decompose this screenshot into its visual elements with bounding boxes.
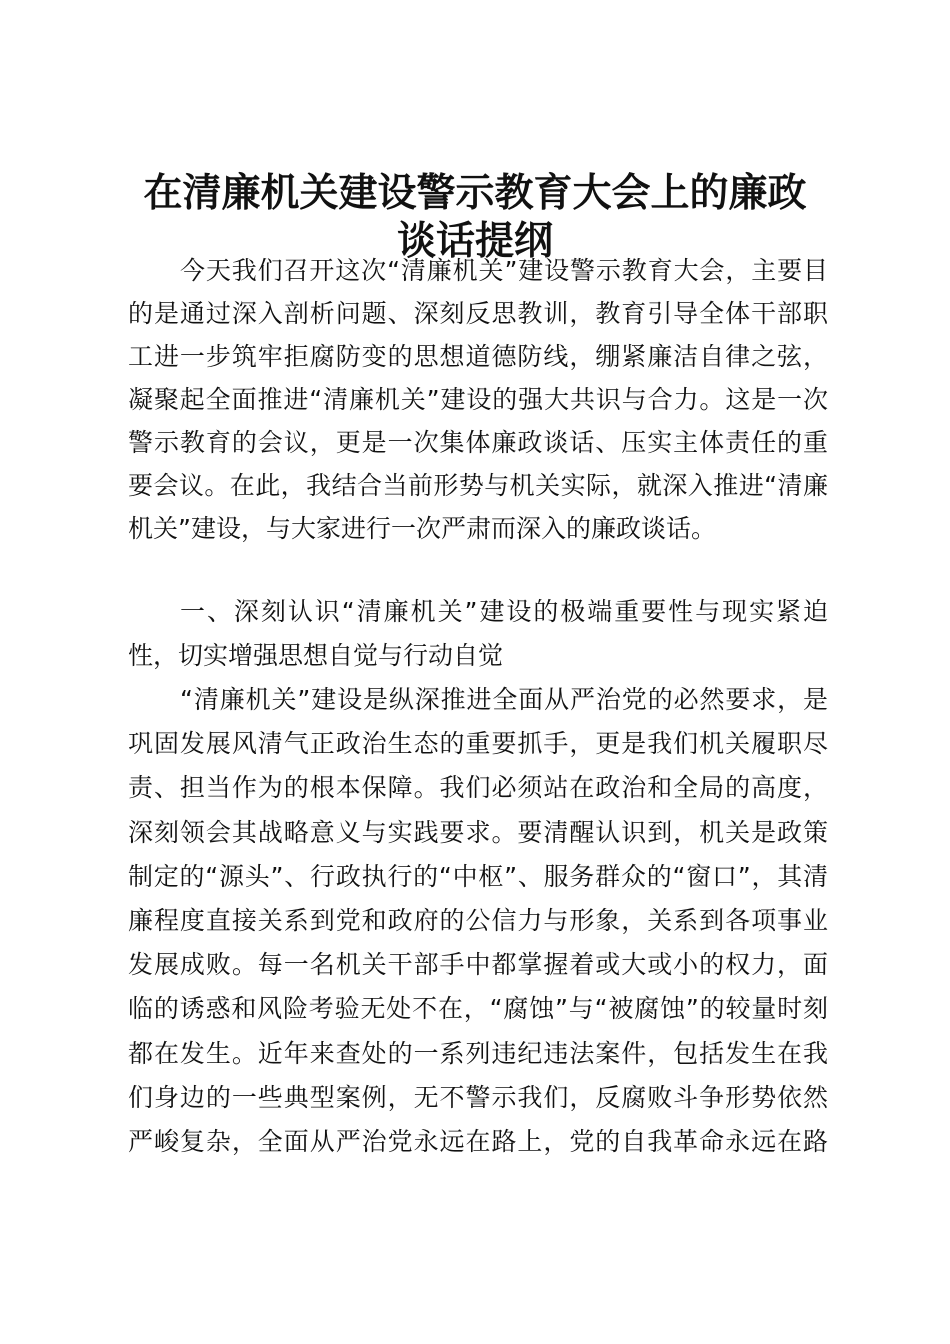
text-line: 工进一步筑牢拒腐防变的思想道德防线，绷紧廉洁自律之弦， bbox=[128, 342, 828, 371]
text-line: “清廉机关”建设是纵深推进全面从严治党的必然要求，是 bbox=[180, 685, 828, 714]
text-line: 责、担当作为的根本保障。我们必须站在政治和全局的高度， bbox=[128, 773, 828, 803]
text-line: 警示教育的会议，更是一次集体廉政谈话、压实主体责任的重 bbox=[128, 428, 828, 457]
heading-line: 性，切实增强思想自觉与行动自觉 bbox=[128, 641, 504, 670]
text-line: 深刻领会其战略意义与实践要求。要清醒认识到，机关是政策 bbox=[128, 817, 828, 847]
text-line: 今天我们召开这次“清廉机关”建设警示教育大会，主要目 bbox=[180, 256, 828, 285]
text-line: 凝聚起全面推进“清廉机关”建设的强大共识与合力。这是一次 bbox=[128, 385, 828, 414]
text-line: 巩固发展风清气正政治生态的重要抓手，更是我们机关履职尽 bbox=[128, 729, 828, 759]
text-line: 制定的“源头”、行政执行的“中枢”、服务群众的“窗口”，其清 bbox=[128, 861, 828, 891]
text-line: 发展成败。每一名机关干部手中都掌握着或大或小的权力，面 bbox=[128, 950, 828, 980]
text-line: 要会议。在此，我结合当前形势与机关实际，就深入推进“清廉 bbox=[128, 471, 828, 500]
text-line: 的是通过深入剖析问题、深刻反思教训，教育引导全体干部职 bbox=[128, 299, 828, 328]
section-body-paragraph bbox=[128, 678, 828, 1164]
text-line: 严峻复杂，全面从严治党永远在路上，党的自我革命永远在路 bbox=[128, 1126, 828, 1156]
text-line: 们身边的一些典型案例，无不警示我们，反腐败斗争形势依然 bbox=[128, 1082, 828, 1112]
text-line: 临的诱惑和风险考验无处不在，“腐蚀”与“被腐蚀”的较量时刻 bbox=[128, 994, 828, 1024]
intro-paragraph bbox=[128, 249, 828, 550]
text-line: 都在发生。近年来查处的一系列违纪违法案件，包括发生在我 bbox=[128, 1038, 828, 1068]
title-line: 在清廉机关建设警示教育大会上的廉政 bbox=[143, 171, 807, 216]
heading-line: 一、深刻认识“清廉机关”建设的极端重要性与现实紧迫 bbox=[180, 597, 828, 626]
title-line: 谈话提纲 bbox=[396, 219, 553, 264]
text-line: 机关”建设，与大家进行一次严肃而深入的廉政谈话。 bbox=[128, 514, 716, 543]
text-line: 廉程度直接关系到党和政府的公信力与形象，关系到各项事业 bbox=[128, 905, 828, 935]
section-heading bbox=[128, 590, 828, 678]
